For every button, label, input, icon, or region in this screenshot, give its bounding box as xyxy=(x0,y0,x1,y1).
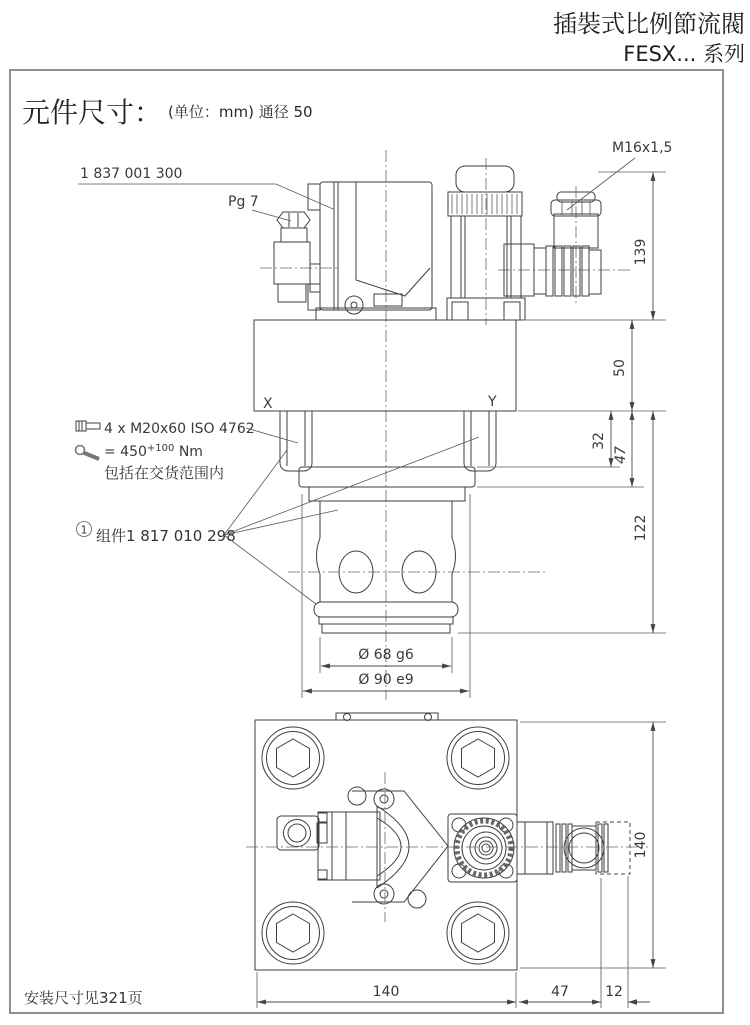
socket-screw-top-right xyxy=(447,727,509,789)
assembly-label: 组件1 817 010 298 xyxy=(96,527,236,545)
manifold-plate xyxy=(255,720,517,970)
mounting-screws xyxy=(280,411,496,471)
dim-12-arrow xyxy=(628,999,637,1005)
assembly-annotation xyxy=(77,437,480,604)
solenoid-body xyxy=(308,182,436,320)
flange-block xyxy=(254,320,516,411)
cable-gland-label: Pg 7 xyxy=(228,194,259,210)
assembly-leaders xyxy=(224,437,479,604)
socket-screw-bottom-right xyxy=(447,902,509,964)
dim-47-bottom: 47 xyxy=(551,984,569,1000)
part-number-label: 1 837 001 300 xyxy=(80,166,183,182)
socket-screw-top-left xyxy=(262,727,324,789)
dim-140-right: 140 xyxy=(633,831,649,859)
dim-50: 50 xyxy=(612,359,628,377)
dim-139: 139 xyxy=(633,238,649,266)
dim-47-side: 47 xyxy=(613,446,629,464)
m16-connector xyxy=(504,192,601,296)
dim-32: 32 xyxy=(591,432,607,450)
plan-view-drawing xyxy=(246,713,666,1008)
page-title: 插裝式比例節流閥 xyxy=(553,10,745,38)
dimensions-plan xyxy=(257,722,653,1005)
connector-thread-label: M16x1,5 xyxy=(612,140,673,156)
included-note: 包括在交货范围内 xyxy=(104,464,225,482)
footer-note: 安装尺寸见321页 xyxy=(24,989,143,1007)
cable-gland-plan xyxy=(277,816,327,850)
cartridge-sleeve xyxy=(299,467,475,633)
screw-icon xyxy=(76,421,100,431)
dim-12: 12 xyxy=(605,984,623,1000)
dim-dia90: Ø 90 e9 xyxy=(358,672,414,688)
plate-top-tab xyxy=(336,713,438,721)
dim-122: 122 xyxy=(633,514,649,542)
bolt-annotation xyxy=(76,421,299,482)
part-number-leader xyxy=(78,184,333,209)
section-title: 元件尺寸： xyxy=(22,96,163,129)
dim-dia68: Ø 68 g6 xyxy=(358,647,414,663)
assembly-index: 1 xyxy=(80,523,88,537)
m16-connector-plan xyxy=(448,814,608,882)
socket-screw-bottom-left xyxy=(262,902,324,964)
series-title: FESX... 系列 xyxy=(623,42,745,66)
side-view-drawing xyxy=(76,140,673,700)
torque-label: = $450^{+100}$ Nm xyxy=(104,443,203,460)
bolt-spec-label: 4 x M20x60 ISO 4762 xyxy=(104,421,255,437)
port-y-label: Y xyxy=(488,394,497,410)
cable-gland xyxy=(274,212,320,302)
dim-140-bottom: 140 xyxy=(372,984,400,1000)
mating-connector-dashed xyxy=(596,822,630,874)
solenoid-plan xyxy=(318,787,448,908)
port-x-label: X xyxy=(263,396,273,412)
section-subtitle: (单位：mm) 通径 50 xyxy=(168,103,313,121)
wrench-icon xyxy=(76,446,100,460)
